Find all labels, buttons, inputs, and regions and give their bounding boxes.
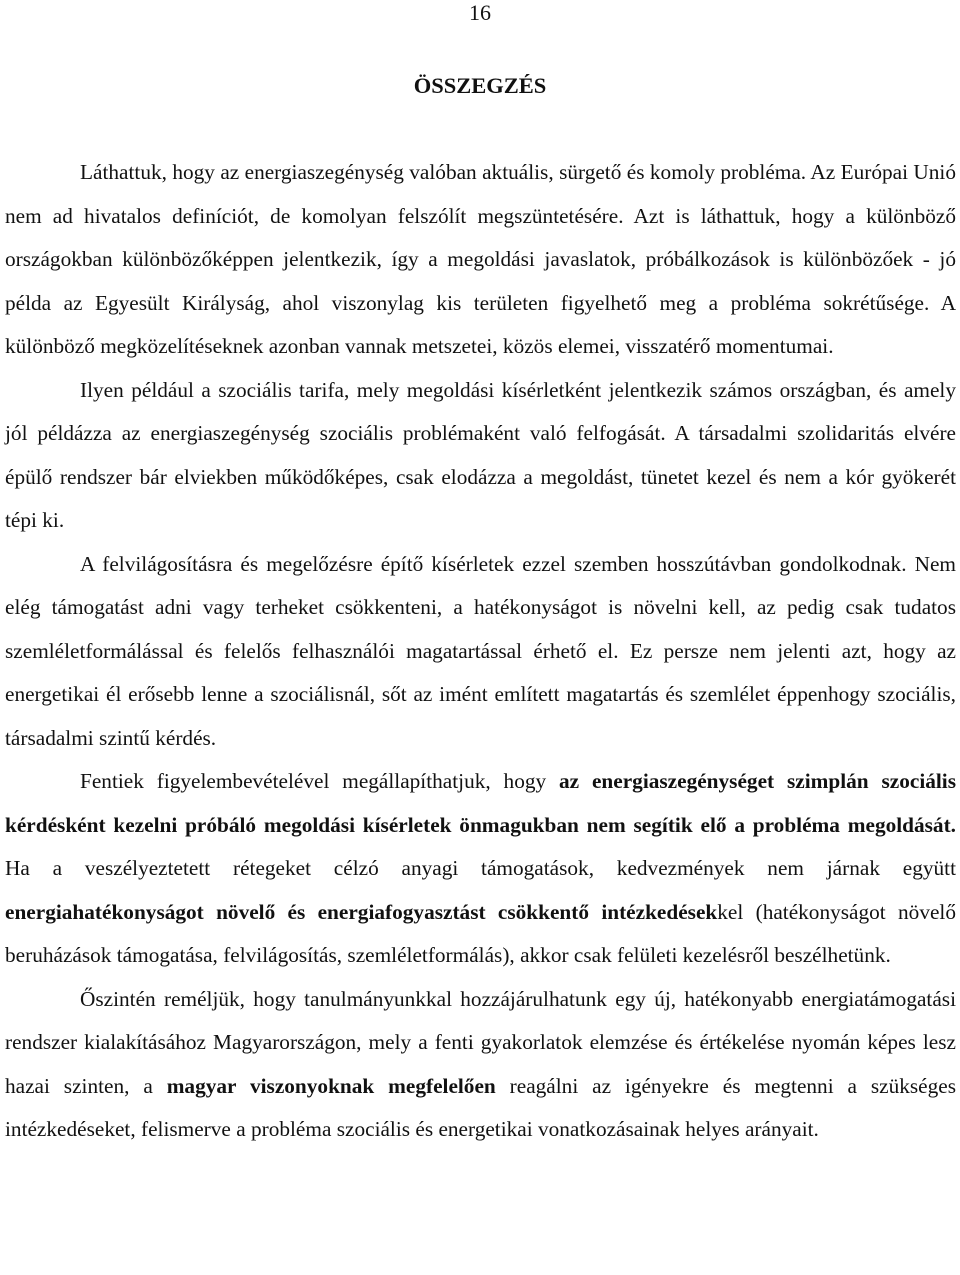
text-run: Ilyen például a szociális tarifa, mely megoldási kísérletként jelentkezik számos országban, és amely jól példázza az energiaszegénység szociális problémaként való felfogását. A társadalmi szolidaritás elvére épülő rendszer bár elviekben működőképes, csak elodázza a megoldást, tünetet kezel és nem a kór gyökerét tépi ki. — [5, 377, 956, 532]
bold-text-run: az energiaszegénységet szimplán szociális kérdésként kezelni próbáló megoldási kísérletek önmagukban nem segítik elő a probléma megoldását. — [5, 769, 957, 837]
text-run: reagálni az igényekre és megtenni a szükséges intézkedéseket, felismerve a probléma szociális és energetikai vonatkozásainak helyes arányait. — [5, 1073, 957, 1141]
paragraph — [5, 543, 956, 761]
text-run: A felvilágosításra és megelőzésre építő kísérletek ezzel szemben hosszútávban gondolkodnak. Nem elég támogatást adni vagy terheket csökkenteni, a hatékonyságot is növelni kell, az pedig csak tudatos szemléletformálással és felelős felhasználói magatartással érhető el. Ez persze nem jelenti azt, hogy az energetikai él erősebb lenne a szociálisnál, sőt az imént említett magatartás és szemlélet éppenhogy szociális, társadalmi szintű kérdés. — [5, 551, 956, 750]
paragraph — [5, 760, 956, 978]
body-text — [5, 151, 956, 1152]
paragraph — [5, 369, 956, 543]
bold-text-run: magyar viszonyoknak megfelelően — [166, 1073, 496, 1098]
text-run: Ha a veszélyeztetett rétegeket célzó anyagi támogatások, kedvezmények nem járnak együtt — [5, 856, 956, 880]
section-title: ÖSSZEGZÉS — [413, 73, 547, 98]
text-run: Láthattuk, hogy az energiaszegénység valóban aktuális, sürgető és komoly probléma. Az Európai Unió nem ad hivatalos definíciót, de komolyan felszólít megszüntetésére. Azt is láthattuk, hogy a különböző országokban különbözőképpen jelentkezik, így a megoldási javaslatok, próbálkozások is különbözőek - jó példa az Egyesült Királyság, ahol viszonylag kis területen figyelhető meg a probléma sokrétűsége. A különböző megközelítéseknek azonban vannak metszetei, közös elemei, visszatérő momentumai. — [5, 160, 956, 358]
paragraph — [5, 151, 956, 369]
text-run: Őszintén reméljük, hogy tanulmányunkkal hozzájárulhatunk egy új, hatékonyabb energiatámogatási rendszer kialakításához Magyarországon, mely a fenti gyakorlatok elemzése és értékelése nyomán képes lesz hazai szinten, a — [5, 986, 956, 1098]
text-run: Fentiek figyelembevételével megállapíthatjuk, hogy — [80, 769, 560, 793]
text-run: kel (hatékonyságot növelő beruházások támogatása, felvilágosítás, szemléletformálás), akkor csak felületi kezelésről beszélhetünk. — [5, 899, 956, 967]
page-number: 16 — [469, 0, 491, 25]
bold-text-run: energiahatékonyságot növelő és energiafogyasztást csökkentő intézkedések — [5, 899, 718, 924]
paragraph — [5, 978, 956, 1152]
